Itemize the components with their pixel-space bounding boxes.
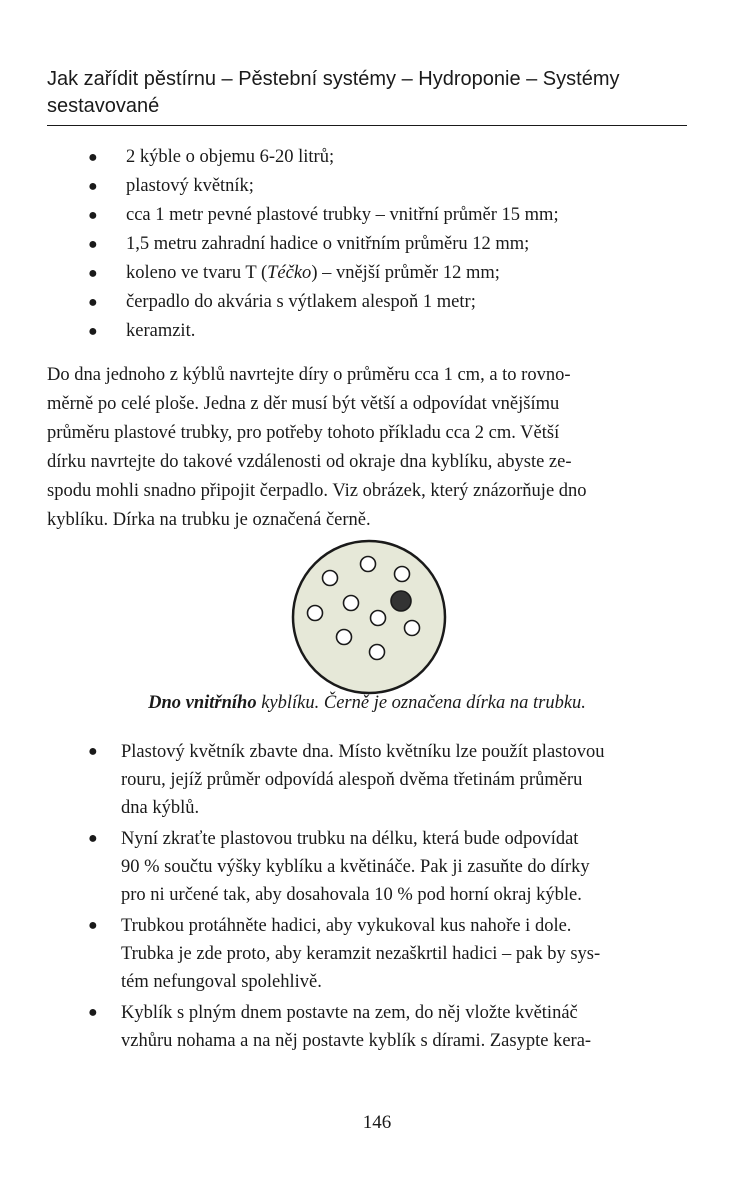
list-item [0,288,559,317]
caption-bold: Dno vnitřního [148,693,257,713]
list-item-line: Kyblík s plným dnem postavte na zem, do něj vložte květináč [121,1003,578,1023]
caption-text: kyblíku. Černě je označena dírka na trubku. [256,693,586,713]
page-number: 146 [362,1112,392,1133]
bullet: ● [88,207,98,224]
bullet: ● [88,265,98,282]
body-paragraph [47,361,687,535]
materials-list [0,143,559,346]
drain-hole [308,606,323,621]
list-item-line: dna kýblů. [121,798,200,818]
bullet: ● [88,236,98,253]
bullet: ● [88,1004,98,1021]
running-header [47,66,687,120]
list-item [0,259,559,288]
paragraph-line: spodu mohli snadno připojit čerpadlo. Viz obrázek, který znázorňuje dno [47,481,587,501]
drain-hole [344,596,359,611]
paragraph-line: Do dna jednoho z kýblů navrtejte díry o průměru cca 1 cm, a to rovno- [47,365,571,385]
list-item-line: pro ni určené tak, aby dosahovala 10 % pod horní okraj kýble. [121,885,582,905]
list-item-line: vzhůru nohama a na něj postavte kyblík s dírami. Zasypte kera- [121,1031,592,1051]
pipe-hole [391,591,411,611]
bullet: ● [88,830,98,847]
paragraph-line: měrně po celé ploše. Jedna z děr musí být větší a odpovídat vnějšímu [47,394,560,414]
drain-hole [323,571,338,586]
list-item-text: 2 kýble o objemu 6-20 litrů; [126,147,335,167]
bullet: ● [88,294,98,311]
list-item [0,912,687,996]
steps-list [0,738,687,1058]
figure-caption [47,689,687,717]
list-item-line: Plastový květník zbavte dna. Místo květníku lze použít plastovou [121,742,605,762]
list-item-text: plastový květník; [126,176,254,196]
list-item [0,143,559,172]
drain-hole [371,611,386,626]
list-item-line: Trubkou protáhněte hadici, aby vykukoval kus nahoře i dole. [121,916,572,936]
list-item [0,825,687,909]
drain-hole [395,567,410,582]
paragraph-line: dírku navrtejte do takové vzdálenosti od okraje dna kyblíku, abyste ze- [47,452,572,472]
drain-hole [405,621,420,636]
list-item-line: Nyní zkraťte plastovou trubku na délku, která bude odpovídat [121,829,579,849]
list-item [0,999,687,1055]
list-item-text: koleno ve tvaru T ( [126,263,268,283]
running-header-line2: sestavované [47,95,160,117]
drain-hole [337,630,352,645]
bullet: ● [88,917,98,934]
bullet: ● [88,178,98,195]
list-item-text: 1,5 metru zahradní hadice o vnitřním průměru 12 mm; [126,234,530,254]
list-item [0,738,687,822]
list-item [0,230,559,259]
list-item-line: tém nefungoval spolehlivě. [121,972,322,992]
drain-hole [361,557,376,572]
list-item-text: cca 1 metr pevné plastové trubky – vnitřní průměr 15 mm; [126,205,559,225]
bullet: ● [88,743,98,760]
list-item-text: čerpadlo do akvária s výtlakem alespoň 1 metr; [126,292,476,312]
list-item [0,201,559,230]
bucket-bottom-figure [289,537,449,697]
paragraph-line: kyblíku. Dírka na trubku je označená černě. [47,510,371,530]
header-rule [47,125,687,126]
list-item-text: keramzit. [126,321,196,341]
list-item-italic-text: Téčko [267,263,312,283]
running-header-line1: Jak zařídit pěstírnu – Pěstební systémy – Hydroponie – Systémy [47,68,620,90]
paragraph-line: průměru plastové trubky, pro potřeby tohoto příkladu cca 2 cm. Větší [47,423,560,443]
drain-hole [370,645,385,660]
list-item [0,172,559,201]
list-item [0,317,559,346]
list-item-text: ) – vnější průměr 12 mm; [311,263,500,283]
list-item-line: 90 % součtu výšky kyblíku a květináče. Pak ji zasuňte do dírky [121,857,590,877]
bullet: ● [88,149,98,166]
list-item-line: rouru, jejíž průměr odpovídá alespoň dvěma třetinám průměru [121,770,583,790]
list-item-line: Trubka je zde proto, aby keramzit nezaškrtil hadici – pak by sys- [121,944,601,964]
bullet: ● [88,323,98,340]
